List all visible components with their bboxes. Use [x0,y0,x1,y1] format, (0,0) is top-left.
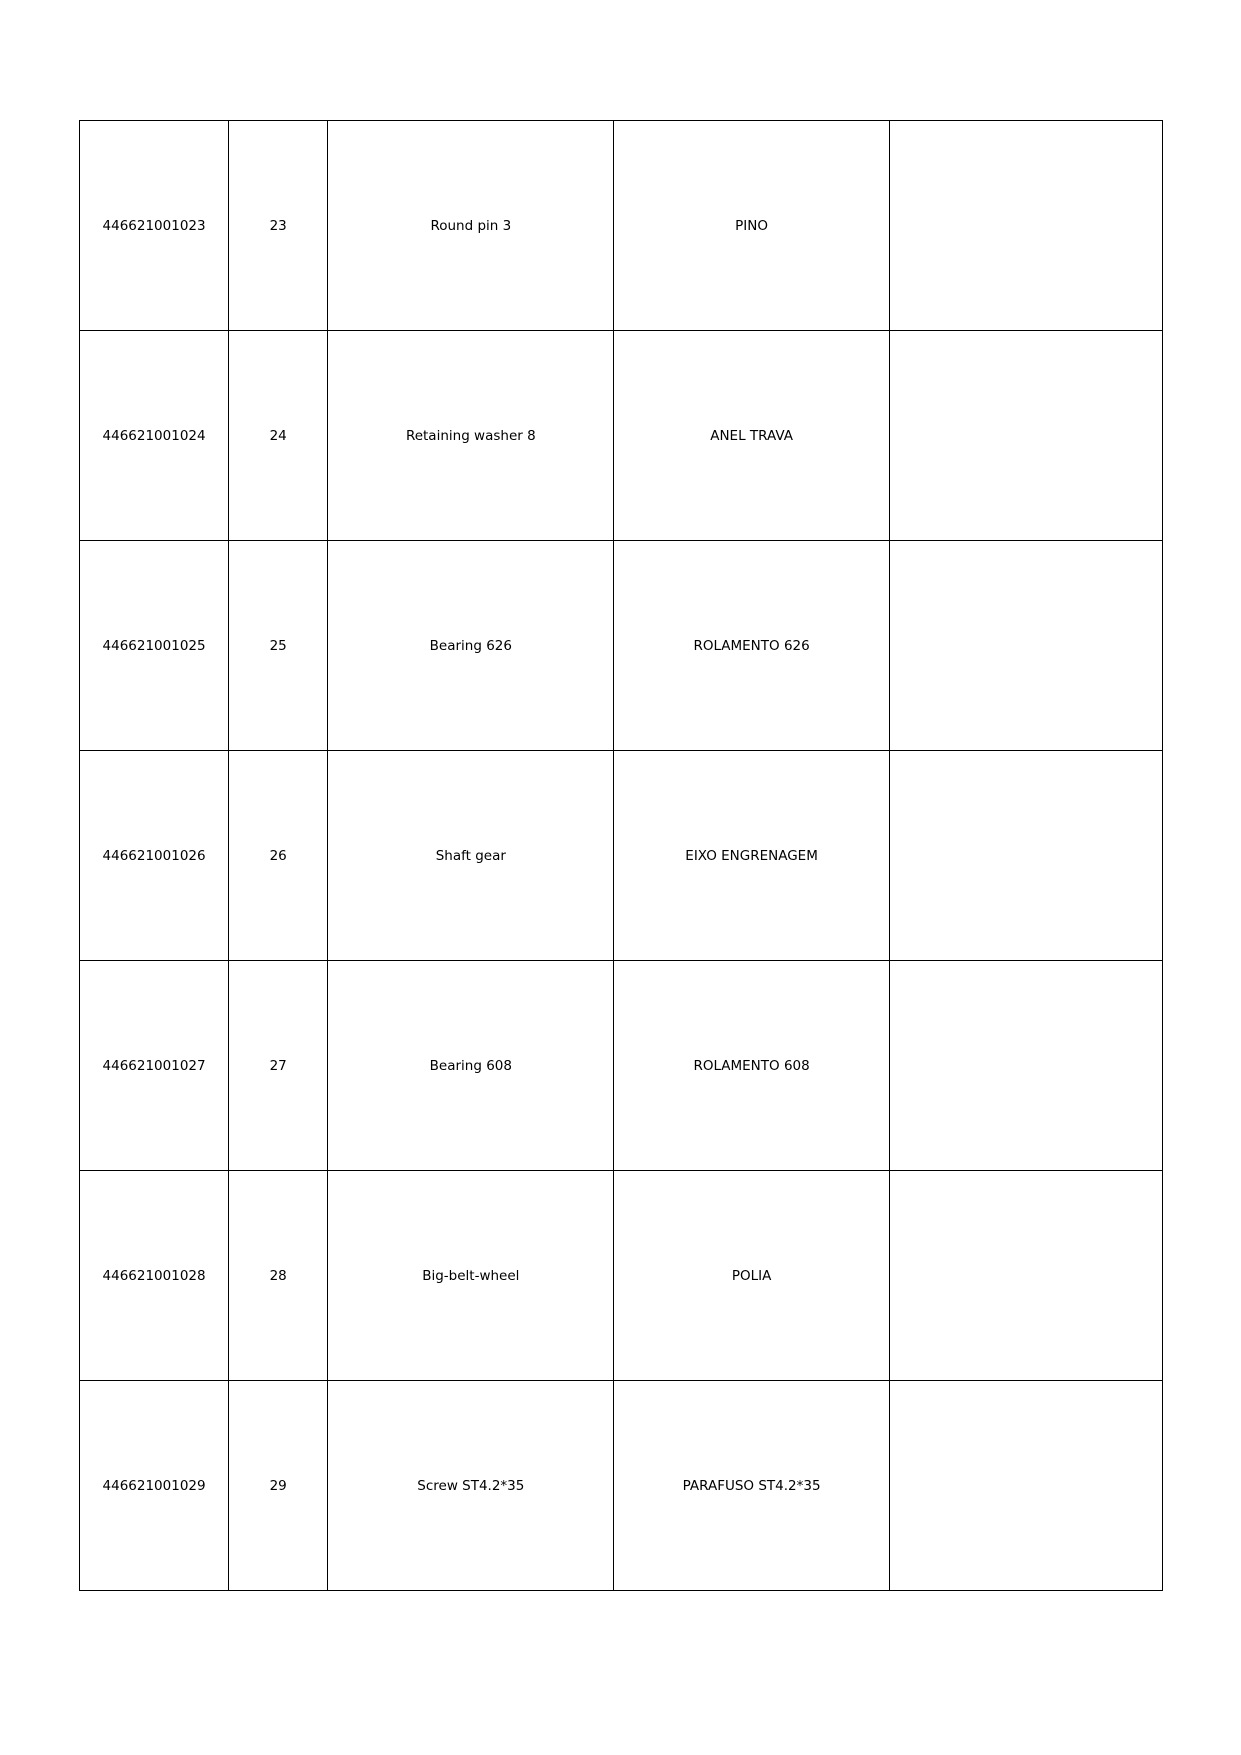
notes-cell [889,961,1162,1171]
part-code-cell: 446621001026 [80,751,229,961]
position-number-cell: 26 [229,751,328,961]
position-number-cell: 24 [229,331,328,541]
description-en-cell: Bearing 626 [328,541,614,751]
table-row [80,541,1163,751]
table-row [80,961,1163,1171]
notes-cell [889,751,1162,961]
part-code-cell: 446621001025 [80,541,229,751]
description-en-cell: Shaft gear [328,751,614,961]
description-en-cell: Big-belt-wheel [328,1171,614,1381]
description-pt-cell: EIXO ENGRENAGEM [614,751,889,961]
table-row [80,331,1163,541]
description-pt-cell: POLIA [614,1171,889,1381]
part-code-cell: 446621001027 [80,961,229,1171]
description-pt-cell: ROLAMENTO 608 [614,961,889,1171]
notes-cell [889,121,1162,331]
description-pt-cell: ANEL TRAVA [614,331,889,541]
position-number-cell: 27 [229,961,328,1171]
position-number-cell: 29 [229,1381,328,1591]
table-row [80,121,1163,331]
position-number-cell: 28 [229,1171,328,1381]
parts-table [79,120,1163,1591]
description-en-cell: Retaining washer 8 [328,331,614,541]
description-en-cell: Round pin 3 [328,121,614,331]
position-number-cell: 23 [229,121,328,331]
position-number-cell: 25 [229,541,328,751]
description-en-cell: Screw ST4.2*35 [328,1381,614,1591]
part-code-cell: 446621001028 [80,1171,229,1381]
description-pt-cell: ROLAMENTO 626 [614,541,889,751]
description-pt-cell: PINO [614,121,889,331]
part-code-cell: 446621001024 [80,331,229,541]
notes-cell [889,541,1162,751]
notes-cell [889,1381,1162,1591]
table-row [80,751,1163,961]
description-pt-cell: PARAFUSO ST4.2*35 [614,1381,889,1591]
notes-cell [889,331,1162,541]
notes-cell [889,1171,1162,1381]
part-code-cell: 446621001029 [80,1381,229,1591]
part-code-cell: 446621001023 [80,121,229,331]
table-row [80,1381,1163,1591]
description-en-cell: Bearing 608 [328,961,614,1171]
table-row [80,1171,1163,1381]
